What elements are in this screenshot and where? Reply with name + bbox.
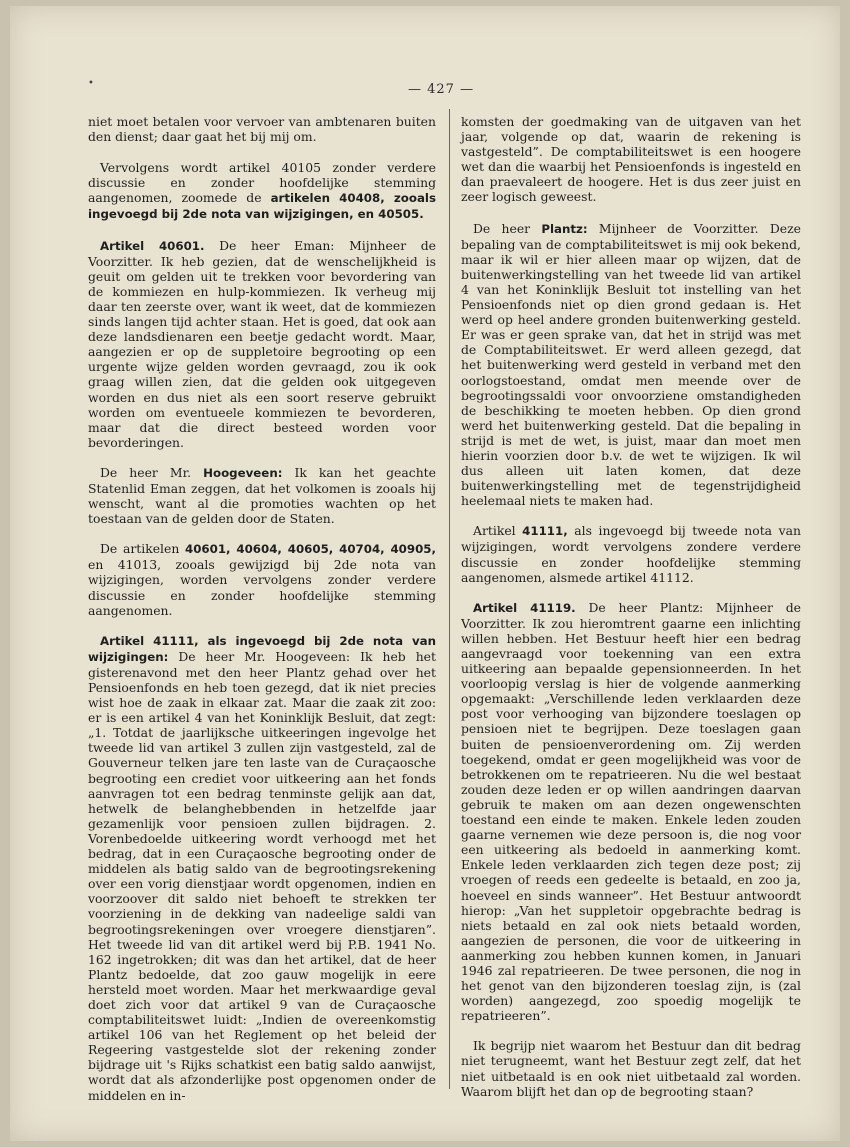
paragraph xyxy=(461,600,801,1024)
column-divider xyxy=(449,109,450,1089)
paragraph-text: De heer Mr. xyxy=(100,464,204,480)
paragraph-text-continued: Mijnheer de Voorzitter. Deze bepaling van de comptabiliteitswet is mij ook bekend, maar ik wil er hier alleen maar op wijzen, dat de buitenwerkingstelling van het tweede lid van artikel 4 van het Koninklijk Besluit tot instelling van het Pensioenfonds niet op dien grond gedaan is. Het werd op heel andere gronden buitenwerking gesteld. Er was er geen sprake van, dat het in strijd was met de Comptabiliteitswet. Er werd alleen gezegd, dat het buitenwerking werd gesteld in verband met den oorlogstoestand, omdat men meende over de begrootingssaldi voor onvoorziene omstandigheden de beschikking te moeten hebben. Op dien grond werd het buitenwerking gesteld. Dat die bepaling in strijd is met de wet, is juist, maar dan moet men hierin voorzien door b.v. de wet te wijzigen. Ik wil dus alleen uit laten komen, dat deze buitenwerkingstelling met de tegenstrijdigheid heelemaal niets te maken had. xyxy=(461,220,801,509)
paragraph xyxy=(88,160,436,222)
paragraph-text: Vervolgens wordt artikel 40105 zonder verdere discussie en zonder hoofdelijke stemming aangenomen, zoomede de xyxy=(88,160,436,206)
paragraph xyxy=(88,114,436,145)
paragraph-text: De heer xyxy=(473,220,542,236)
paragraph-bold: Artikel 40601. xyxy=(100,238,205,253)
paragraph-text-continued: Ik kan het geachte Statenlid Eman zeggen, dat het volkomen is zooals hij wenscht, want al die promoties wachten op het toestaan van de gelden door de Staten. xyxy=(88,464,436,527)
paragraph xyxy=(461,114,801,206)
paragraph xyxy=(88,465,436,526)
paragraph-text-continued: De heer Plantz: Mijnheer de Voorzitter. Ik zou hieromtrent gaarne een inlichting willen hebben. Het Bestuur heeft hier een bedrag aangevraagd voor toekenning van een extra uitkeering aan bepaalde gepensionneerden. In het voorloopig verslag is hier de volgende aanmerking opgemaakt: „Verschillende leden verklaarden deze post voor verhooging van bijzondere toeslagen op pensioen niet te begrijpen. Deze toeslagen gaan buiten de pensioenverordening om. Zij werden toegekend, omdat er geen mogelijkheid was voor de betrokkenen om te repatrieeren. Nu die wel bestaat zouden deze leden er op willen aandringen daarvan gebruik te maken om aan dezen ongewenschten toestand een einde te maken. Enkele leden zouden gaarne vernemen wie deze persoon is, die nog voor een uitkeering als bedoeld in aanmerking komt. Enkele leden verklaarden zich tegen deze post; zij vroegen of reeds een gedeelte is betaald, en zoo ja, hoeveel en sinds wanneer”. Het Bestuur antwoordt hierop: „Van het suppletoir opgebrachte bedrag is niets betaald en zal ook niets betaald worden, aangezien de personen, die voor de uitkeering in aanmerking zou hebben kunnen komen, in Januari 1946 zal repatrieeren. De twee personen, die nog in het genot van den bijzonderen toeslag zijn, is (zal worden) aangezegd, zoo spoedig mogelijk te repatrieeren”. xyxy=(461,599,801,1024)
paragraph-bold: Artikel 41119. xyxy=(473,600,576,615)
paragraph xyxy=(461,523,801,584)
paragraph-bold: 41111, xyxy=(522,524,568,539)
paragraph-text: niet moet betalen voor vervoer van ambtenaren buiten den dienst; daar gaat het bij mij om. xyxy=(88,114,436,145)
paragraph-bold: Plantz: xyxy=(541,221,588,236)
paragraph xyxy=(88,541,436,617)
paragraph-bold: Artikel 41111, als ingevoegd bij 2de nota van wijzigingen: xyxy=(88,633,436,664)
paragraph xyxy=(461,221,801,509)
paragraph-bold: Hoogeveen: xyxy=(203,465,283,480)
paragraph-bold: 40601, 40604, 40605, 40704, 40905, xyxy=(185,542,437,557)
paragraph-text-continued: als ingevoegd bij tweede nota van wijzigingen, wordt vervolgens zondere verdere discussie en zonder hoofdelijke stemming aangenomen, alsmede artikel 41112. xyxy=(461,523,801,585)
paragraph-text: komsten der goedmaking van de uitgaven van het jaar, volgende op dat, waarin de rekening is vastgesteld”. De comptabiliteitswet is een hoogere wet dan die waarbij het Pensioenfonds is ingesteld en dan praevaleert de hoogere. Het is dus zeer juist en zeer logisch geweest. xyxy=(461,114,801,205)
page-number: — 427 — xyxy=(408,82,475,97)
paragraph-text: Ik begrijp niet waarom het Bestuur dan dit bedrag niet terugneemt, want het Bestuur zegt zelf, dat het niet uitbetaald is en ook niet uitbetaald zal worden. Waarom blijft het dan op de begrooting staan? xyxy=(461,1038,801,1099)
paragraph xyxy=(88,633,436,1103)
document-page xyxy=(10,6,840,1141)
right-column xyxy=(461,114,801,1115)
paragraph-bold: artikelen 40408, zooals ingevoegd bij 2de nota van wijzigingen, en 40505. xyxy=(88,191,436,222)
paragraph-text: Artikel xyxy=(473,523,523,539)
paragraph xyxy=(461,1038,801,1099)
paragraph-text-continued: De heer Eman: Mijnheer de Voorzitter. Ik heb gezien, dat de wenschelijkheid is geuit om gelden uit te trekken voor bevordering van de kommiezen en hulp-kommiezen. Ik verheug mij daar ten zeerste over, want ik weet, dat de kommiezen sinds langen tijd achter staan. Het is goed, dat ook aan deze landsdienaren een beetje gedacht wordt. Maar, aangezien er op de suppletoire begrooting op een urgente wijze gelden worden gevraagd, zou ik ook graag willen zien, dat die gelden ook uitgegeven worden en dus niet als een soort reserve gebruikt worden om eventueele kommiezen te bevorderen, maar dat die direct besteed worden voor bevorderingen. xyxy=(88,237,436,450)
paragraph-text: De artikelen xyxy=(100,541,185,557)
paragraph xyxy=(88,238,436,450)
paragraph-text-continued: en 41013, zooals gewijzigd bij 2de nota van wijzigingen, worden vervolgens zonder verdere discussie en zonder hoofdelijke stemming aangenomen. xyxy=(88,557,436,618)
paragraph-text-continued: De heer Mr. Hoogeveen: Ik heb het gisterenavond met den heer Plantz gehad over het Pensioenfonds en heb toen gezegd, dat ik niet precies wist hoe de zaak in elkaar zat. Maar die zaak zit zoo: er is een artikel 4 van het Koninklijk Besluit, dat zegt: „1. Totdat de jaarlijksche uitkeeringen ingevolge het tweede lid van artikel 3 zullen zijn vastgesteld, zal de Gouverneur telken jare ten laste van de Curaçaosche begrooting een crediet voor uitkeering aan het fonds aanvragen tot een bedrag tenminste gelijk aan dat, hetwelk de belanghebbenden in hetzelfde jaar gezamenlijk voor pensioen zullen bijdragen. 2. Vorenbedoelde uitkeering wordt verhoogd met het bedrag, dat in een Curaçaosche begrooting onder de middelen als batig saldo van de begrootingsrekening over een vorig dienstjaar wordt opgenomen, indien en voorzoover dit saldo niet behoeft te strekken ter voorziening in de dekking van nadeelige saldi van begrootingsrekeningen over vroegere dienstjaren”. Het tweede lid van dit artikel werd bij P.B. 1941 No. 162 ingetrokken; dit was dan het artikel, dat de heer Plantz bedoelde, dat zoo gauw mogelijk in eere hersteld moet worden. Maar het merkwaardige geval doet zich voor dat artikel 9 van de Curaçaosche comptabiliteitswet luidt: „Indien de overeenkomstig artikel 106 van het Reglement op het beleid der Regeering vastgestelde slot der rekening zonder bijdrage uit 's Rijks schatkist een batig saldo aanwijst, wordt dat als afzonderlijke post opgenomen onder de middelen en in- xyxy=(88,648,436,1103)
print-mark: • xyxy=(88,78,94,89)
left-column xyxy=(88,114,436,1118)
